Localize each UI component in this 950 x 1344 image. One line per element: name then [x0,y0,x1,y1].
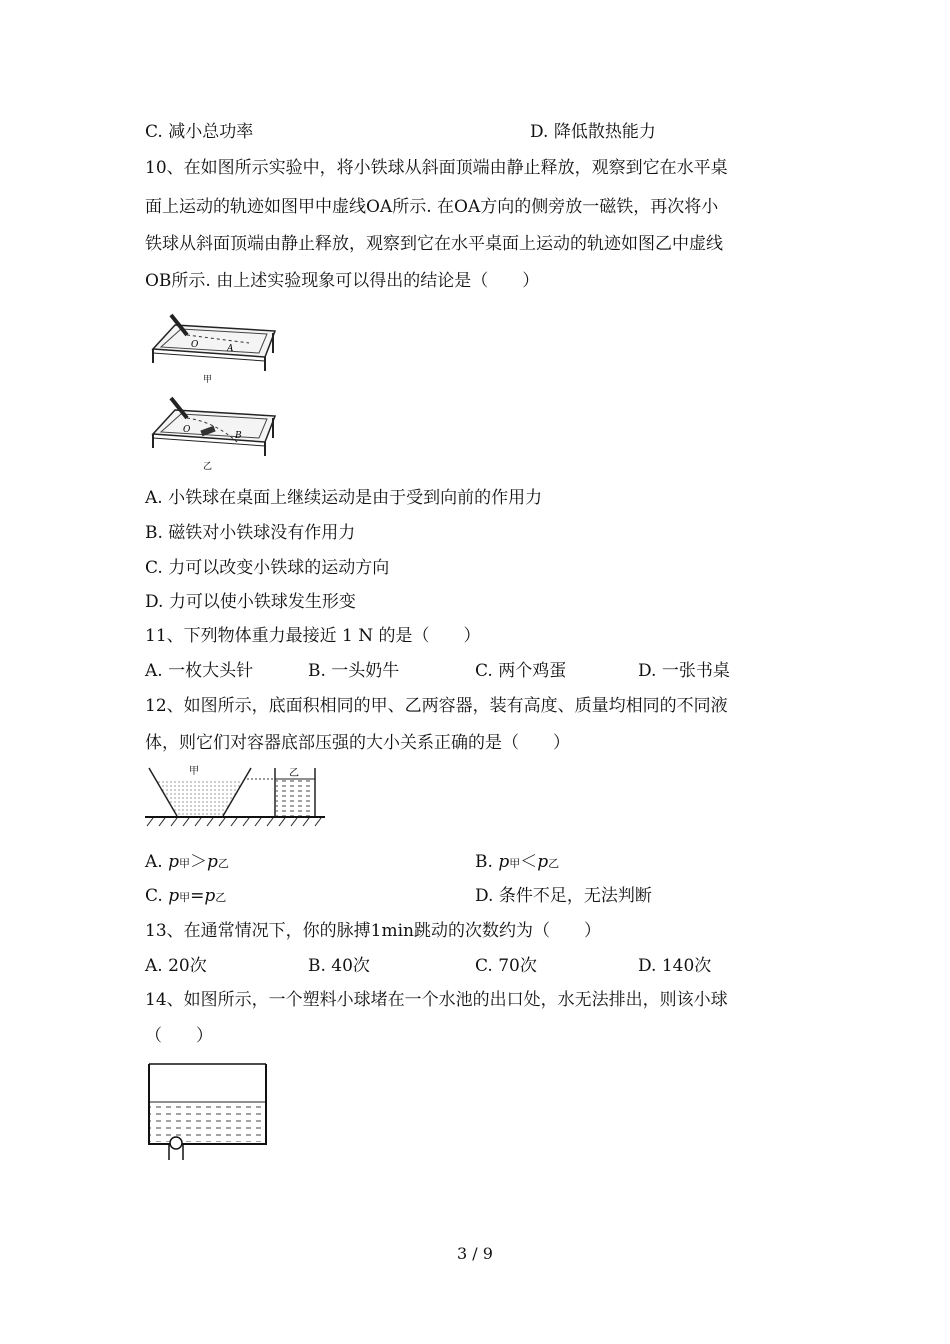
q13-option-b: B. 40次 [308,956,370,976]
q11-option-a: A. 一枚大头针 [145,661,254,681]
q10-label-b: B [235,431,242,441]
q10-label-o: O [191,340,199,350]
q12-option-d: D. 条件不足，无法判断 [475,886,652,906]
q12-figure [145,764,325,830]
q11-stem: 11、下列物体重力最接近 1 N 的是（ ） [145,626,481,646]
ball-icon [170,1137,182,1149]
q10-figure-yi [145,390,285,472]
page-number: 3 / 9 [457,1244,493,1263]
q12-label-jia: 甲 [189,766,199,777]
q9-option-d: D. 降低散热能力 [530,122,656,142]
q10-option-a: A. 小铁球在桌面上继续运动是由于受到向前的作用力 [145,488,543,508]
q12-option-c: C. p甲=p乙 [145,886,227,906]
q13-option-d: D. 140次 [638,956,712,976]
q13-option-c: C. 70次 [475,956,537,976]
q10-stem-line-2: 面上运动的轨迹如图甲中虚线OA所示. 在OA方向的侧旁放一磁铁，再次将小 [145,197,719,217]
q12-label-yi: 乙 [289,768,299,779]
q10-figure-jia [145,305,285,385]
q10-option-c: C. 力可以改变小铁球的运动方向 [145,558,390,578]
q10-label-jia: 甲 [203,375,213,385]
q11-option-b: B. 一头奶牛 [308,661,400,681]
q9-option-c: C. 减小总功率 [145,122,254,142]
q13-option-a: A. 20次 [145,956,207,976]
q14-figure [145,1062,271,1162]
q11-option-d: D. 一张书桌 [638,661,730,681]
q13-stem: 13、在通常情况下，你的脉搏1min跳动的次数约为（ ） [145,921,601,941]
q10-option-d: D. 力可以使小铁球发生形变 [145,592,356,612]
q10-stem-line-4: OB所示. 由上述实验现象可以得出的结论是（ ） [145,271,540,291]
q10-label-a: A [227,344,234,354]
q12-stem-line-2: 体，则它们对容器底部压强的大小关系正确的是（ ） [145,733,570,753]
q10-label-yi: 乙 [203,462,213,472]
q12-stem-line-1: 12、如图所示，底面积相同的甲、乙两容器，装有高度、质量均相同的不同液 [145,696,728,716]
q14-stem-line-2: （ ） [145,1026,213,1046]
q10-label-o2: O [183,425,191,435]
q10-stem-line-1: 10、在如图所示实验中，将小铁球从斜面顶端由静止释放，观察到它在水平桌 [145,158,728,178]
q11-option-c: C. 两个鸡蛋 [475,661,567,681]
q12-option-a: A. p甲＞p乙 [145,852,229,872]
q10-stem-line-3: 铁球从斜面顶端由静止释放，观察到它在水平桌面上运动的轨迹如图乙中虚线 [145,234,723,254]
q12-option-b: B. p甲＜p乙 [475,852,560,872]
q14-stem-line-1: 14、如图所示，一个塑料小球堵在一个水池的出口处，水无法排出，则该小球 [145,990,728,1010]
q10-option-b: B. 磁铁对小铁球没有作用力 [145,523,356,543]
